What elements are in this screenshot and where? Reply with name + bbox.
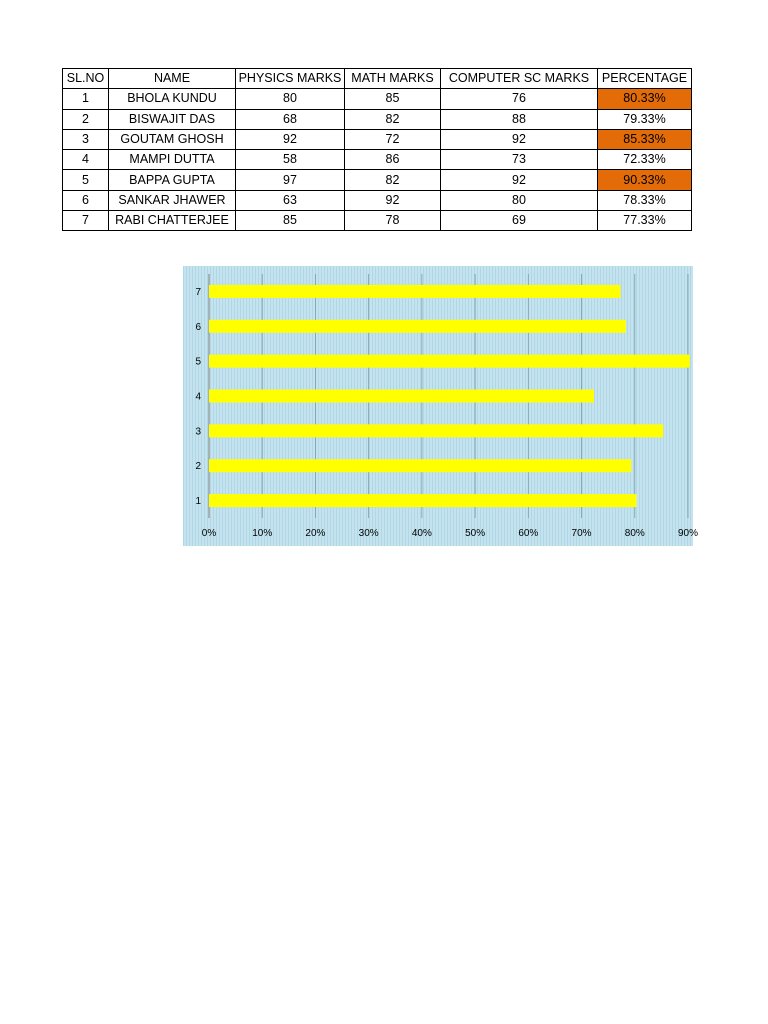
cell-sl: 4 xyxy=(63,150,109,170)
y-tick-label: 6 xyxy=(195,321,201,333)
cell-sl: 5 xyxy=(63,170,109,190)
header-computer-marks: COMPUTER SC MARKS xyxy=(441,69,598,89)
x-tick-label: 30% xyxy=(358,528,379,539)
bar-1 xyxy=(209,494,637,507)
cell-physics: 92 xyxy=(236,129,345,149)
x-tick-label: 80% xyxy=(624,528,645,539)
cell-computer: 76 xyxy=(441,89,598,109)
table-row xyxy=(63,89,692,109)
cell-sl: 7 xyxy=(63,211,109,231)
table-row xyxy=(63,129,692,149)
cell-percentage: 90.33% xyxy=(598,170,692,190)
cell-math: 92 xyxy=(345,190,441,210)
cell-math: 86 xyxy=(345,150,441,170)
bar-7 xyxy=(209,285,621,298)
y-tick-label: 3 xyxy=(195,426,201,438)
y-tick-label: 1 xyxy=(195,496,201,508)
header-math-marks: MATH MARKS xyxy=(345,69,441,89)
bar-6 xyxy=(209,320,626,333)
header-name: NAME xyxy=(109,69,236,89)
cell-percentage: 72.33% xyxy=(598,150,692,170)
cell-physics: 58 xyxy=(236,150,345,170)
table-row xyxy=(63,170,692,190)
y-tick-label: 2 xyxy=(195,461,201,473)
percentage-bar-chart xyxy=(183,266,699,546)
header-sl-no: SL.NO xyxy=(63,69,109,89)
cell-sl: 3 xyxy=(63,129,109,149)
cell-math: 78 xyxy=(345,211,441,231)
bar-3 xyxy=(209,424,663,437)
y-tick-label: 5 xyxy=(195,356,201,368)
cell-physics: 85 xyxy=(236,211,345,231)
cell-computer: 92 xyxy=(441,170,598,190)
cell-name: GOUTAM GHOSH xyxy=(109,129,236,149)
cell-percentage: 78.33% xyxy=(598,190,692,210)
table-row xyxy=(63,109,692,129)
header-percentage: PERCENTAGE xyxy=(598,69,692,89)
cell-name: BAPPA GUPTA xyxy=(109,170,236,190)
x-tick-label: 0% xyxy=(201,528,217,539)
table-row xyxy=(63,150,692,170)
y-tick-label: 7 xyxy=(195,286,201,298)
cell-computer: 73 xyxy=(441,150,598,170)
cell-percentage: 79.33% xyxy=(598,109,692,129)
y-tick-label: 4 xyxy=(195,391,201,403)
bar-5 xyxy=(209,355,690,368)
cell-physics: 97 xyxy=(236,170,345,190)
bar-2 xyxy=(209,459,631,472)
x-tick-label: 10% xyxy=(252,528,273,539)
x-tick-label: 20% xyxy=(305,528,326,539)
table-row xyxy=(63,211,692,231)
cell-sl: 1 xyxy=(63,89,109,109)
cell-math: 82 xyxy=(345,170,441,190)
cell-percentage: 77.33% xyxy=(598,211,692,231)
table-header-row xyxy=(63,69,692,89)
x-tick-label: 50% xyxy=(465,528,486,539)
bar-4 xyxy=(209,390,594,403)
cell-percentage: 80.33% xyxy=(598,89,692,109)
cell-name: BHOLA KUNDU xyxy=(109,89,236,109)
x-tick-label: 70% xyxy=(571,528,592,539)
table-row xyxy=(63,190,692,210)
cell-math: 72 xyxy=(345,129,441,149)
cell-computer: 92 xyxy=(441,129,598,149)
cell-name: RABI CHATTERJEE xyxy=(109,211,236,231)
cell-math: 85 xyxy=(345,89,441,109)
x-tick-label: 90% xyxy=(677,528,699,539)
cell-percentage: 85.33% xyxy=(598,129,692,149)
x-tick-label: 40% xyxy=(411,528,432,539)
cell-name: BISWAJIT DAS xyxy=(109,109,236,129)
cell-physics: 63 xyxy=(236,190,345,210)
cell-name: MAMPI DUTTA xyxy=(109,150,236,170)
cell-physics: 68 xyxy=(236,109,345,129)
marks-table xyxy=(62,68,692,231)
cell-math: 82 xyxy=(345,109,441,129)
cell-sl: 2 xyxy=(63,109,109,129)
x-tick-label: 60% xyxy=(518,528,539,539)
cell-computer: 80 xyxy=(441,190,598,210)
cell-physics: 80 xyxy=(236,89,345,109)
cell-sl: 6 xyxy=(63,190,109,210)
cell-computer: 69 xyxy=(441,211,598,231)
header-physics-marks: PHYSICS MARKS xyxy=(236,69,345,89)
cell-name: SANKAR JHAWER xyxy=(109,190,236,210)
cell-computer: 88 xyxy=(441,109,598,129)
table-body xyxy=(63,89,692,231)
